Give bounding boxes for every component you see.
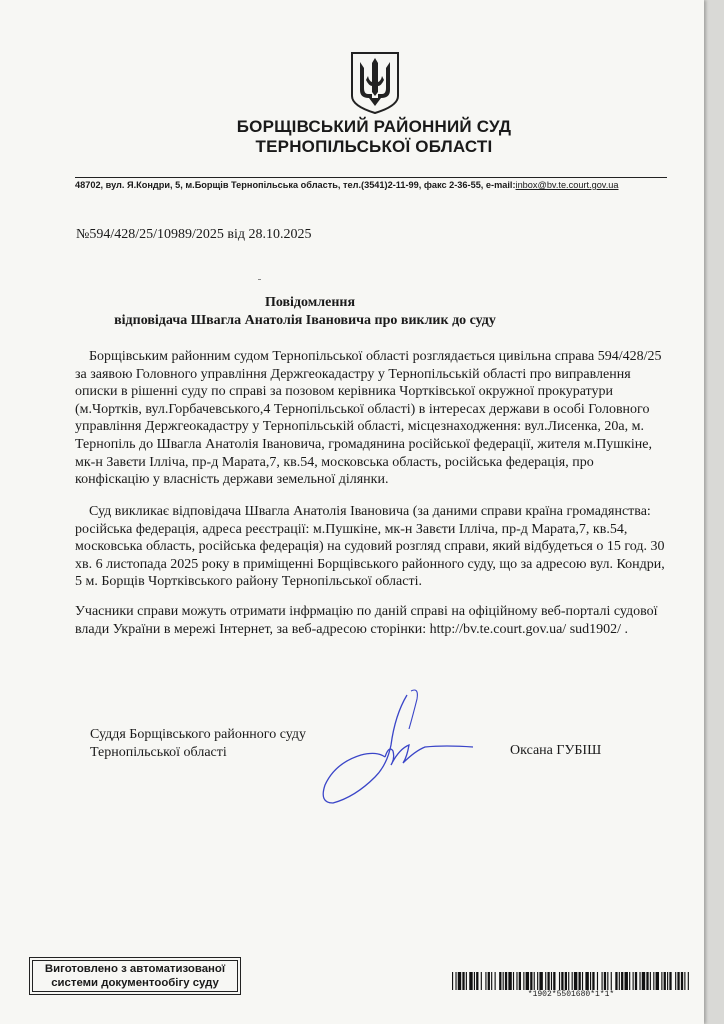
barcode-bar — [491, 972, 492, 990]
court-name — [0, 117, 704, 157]
registration-number: №594/428/25/10989/2025 від 28.10.2025 — [76, 227, 312, 242]
barcode-bar — [615, 972, 617, 990]
court-name-line1: БОРЩІВСЬКИЙ РАЙОННИЙ СУД — [236, 117, 512, 136]
barcode-bar — [561, 972, 563, 990]
barcode-bar — [621, 972, 623, 990]
barcode-bar — [455, 972, 456, 990]
paragraph-case-description — [75, 348, 665, 489]
barcode-bar — [592, 972, 594, 990]
barcode-bar — [653, 972, 654, 990]
barcode-bar — [675, 972, 676, 990]
barcode-bar — [650, 972, 651, 990]
address-text: 48702, вул. Я.Кондри, 5, м.Борщів Тернопільська область, тел.(3541)2-11-99, факс 2-36-55, e-mail: — [75, 180, 516, 190]
barcode-bar — [474, 972, 475, 990]
judge-position-line1: Суддя Борщівського районного суду — [90, 727, 306, 742]
barcode-bar — [661, 972, 662, 990]
barcode-bar — [688, 972, 689, 990]
barcode-bar — [508, 972, 511, 990]
barcode-bar — [619, 972, 620, 990]
barcode-bar — [590, 972, 591, 990]
title-line1: Повідомлення — [264, 295, 356, 310]
barcode-bar — [553, 972, 555, 990]
barcode-bar — [664, 972, 666, 990]
barcode-bar — [534, 972, 535, 990]
stamp-line1: Виготовлено з автоматизованої — [44, 963, 226, 975]
barcode-bar — [485, 972, 486, 990]
barcode-bar — [611, 972, 612, 990]
barcode-bar — [481, 972, 482, 990]
barcode-bar — [625, 972, 628, 990]
barcode-bar — [656, 972, 659, 990]
barcode-bar — [585, 972, 588, 990]
handwritten-signature — [315, 685, 475, 815]
barcode-bar — [559, 972, 560, 990]
barcode-bar — [547, 972, 549, 990]
barcode-bar — [604, 972, 606, 990]
barcode-bar — [629, 972, 630, 990]
email-link[interactable]: inbox@bv.te.court.gov.ua — [515, 180, 619, 190]
barcode-bar — [505, 972, 507, 990]
barcode-bar — [519, 972, 521, 990]
barcode-bar — [646, 972, 648, 990]
barcode-bar — [516, 972, 517, 990]
barcode-bar — [579, 972, 581, 990]
document-barcode — [452, 972, 690, 990]
stamp-line2: системи документообігу суду — [51, 977, 219, 989]
barcode-bar — [539, 972, 542, 990]
barcode-bar — [597, 972, 598, 990]
barcode-bar — [681, 972, 683, 990]
paragraph-summons — [75, 503, 665, 591]
barcode-bar — [458, 972, 461, 990]
barcode-bar — [639, 972, 640, 990]
scan-speck — [258, 279, 261, 280]
barcode-bar — [551, 972, 552, 990]
barcode-bar — [684, 972, 685, 990]
barcode-bar — [667, 972, 668, 990]
barcode-bar — [582, 972, 583, 990]
judge-position — [90, 726, 306, 761]
title-line2: відповідача Швагла Анатолія Івановича про виклик до суду — [114, 313, 496, 328]
barcode-bar — [545, 972, 546, 990]
barcode-bar — [469, 972, 472, 990]
paragraph3-text: Учасники справи можуть отримати інфрмацію по даній справі на офіційному веб-порталі судової влади України в мережі Інтернет, за веб-адресою сторінки: http://bv.te.court.gov.ua/ sud1902/ . — [75, 604, 658, 637]
barcode-bar — [537, 972, 538, 990]
barcode-bar — [677, 972, 679, 990]
court-name-line2: ТЕРНОПІЛЬСЬКОЇ ОБЛАСТІ — [255, 137, 493, 156]
header-divider — [75, 177, 667, 178]
barcode-bar — [476, 972, 478, 990]
auto-generated-stamp — [32, 960, 238, 992]
barcode-text: *1902*5501680*1*1* — [527, 990, 615, 999]
barcode-bar — [669, 972, 671, 990]
barcode-bar — [635, 972, 637, 990]
barcode-bar — [568, 972, 569, 990]
barcode-bar — [503, 972, 504, 990]
barcode-bar — [462, 972, 464, 990]
paragraph2-text: Суд викликає відповідача Швагла Анатолія Івановича (за даними справи країна громадянства: російська федерація, адреса реєстрації: м.Пушкіне, мк-н Завєти Ілліча, пр-д Марата,7, кв.54, московська область, російська федерація) на судовий розгляд справи, який відбудеться о 15 год. 30 хв. 6 листопада 2025 року в приміщенні Борщівського районного суду, що за адресою вул. Кондри, 5 м. Борщів Чортківського району Тернопільської області. — [75, 504, 665, 590]
judge-name: Оксана ГУБІШ — [510, 743, 602, 758]
barcode-bar — [513, 972, 514, 990]
barcode-bar — [452, 972, 453, 990]
document-title — [0, 294, 600, 330]
barcode-bar — [488, 972, 490, 990]
barcode-bar — [495, 972, 496, 990]
barcode-bar — [565, 972, 567, 990]
barcode-bar — [602, 972, 603, 990]
barcode-bar — [574, 972, 577, 990]
paragraph-info — [75, 603, 665, 638]
barcode-bar — [633, 972, 634, 990]
barcode-bar — [572, 972, 573, 990]
trident-emblem-icon — [349, 50, 401, 116]
barcode-bar — [523, 972, 524, 990]
barcode-bar — [526, 972, 529, 990]
barcode-bar — [466, 972, 467, 990]
barcode-bar — [642, 972, 645, 990]
barcode-bar — [607, 972, 608, 990]
paragraph1-text: Борщівським районним судом Тернопільської області розглядається цивільна справа 594/428/25 за заявою Головного управління Держгеокадастру у Тернопільській області про виправлення описки в рішенні суду по справі за позовом керівника Чортківської окружної прокуратури (м.Чортків, вул.Горбачевського,4 Тернопільської області) в інтересах держави в особі Головного управління Держгеокадастру у Тернопільській області, місцезнаходження: вул.Лисенка, 20а, м. Тернопіль до Швагла Анатолія Івановича, громадянина російської федерації, жителя м.Пушкіне, мк-н Завєти Ілліча, пр-д Марата,7, кв.54, московська область, російська федерація, про конфіскацію у власність держави земельної ділянки. — [75, 349, 662, 488]
barcode-bar — [499, 972, 501, 990]
judge-position-line2: Тернопільської області — [90, 744, 227, 760]
court-address — [75, 180, 675, 190]
barcode-bar — [530, 972, 532, 990]
